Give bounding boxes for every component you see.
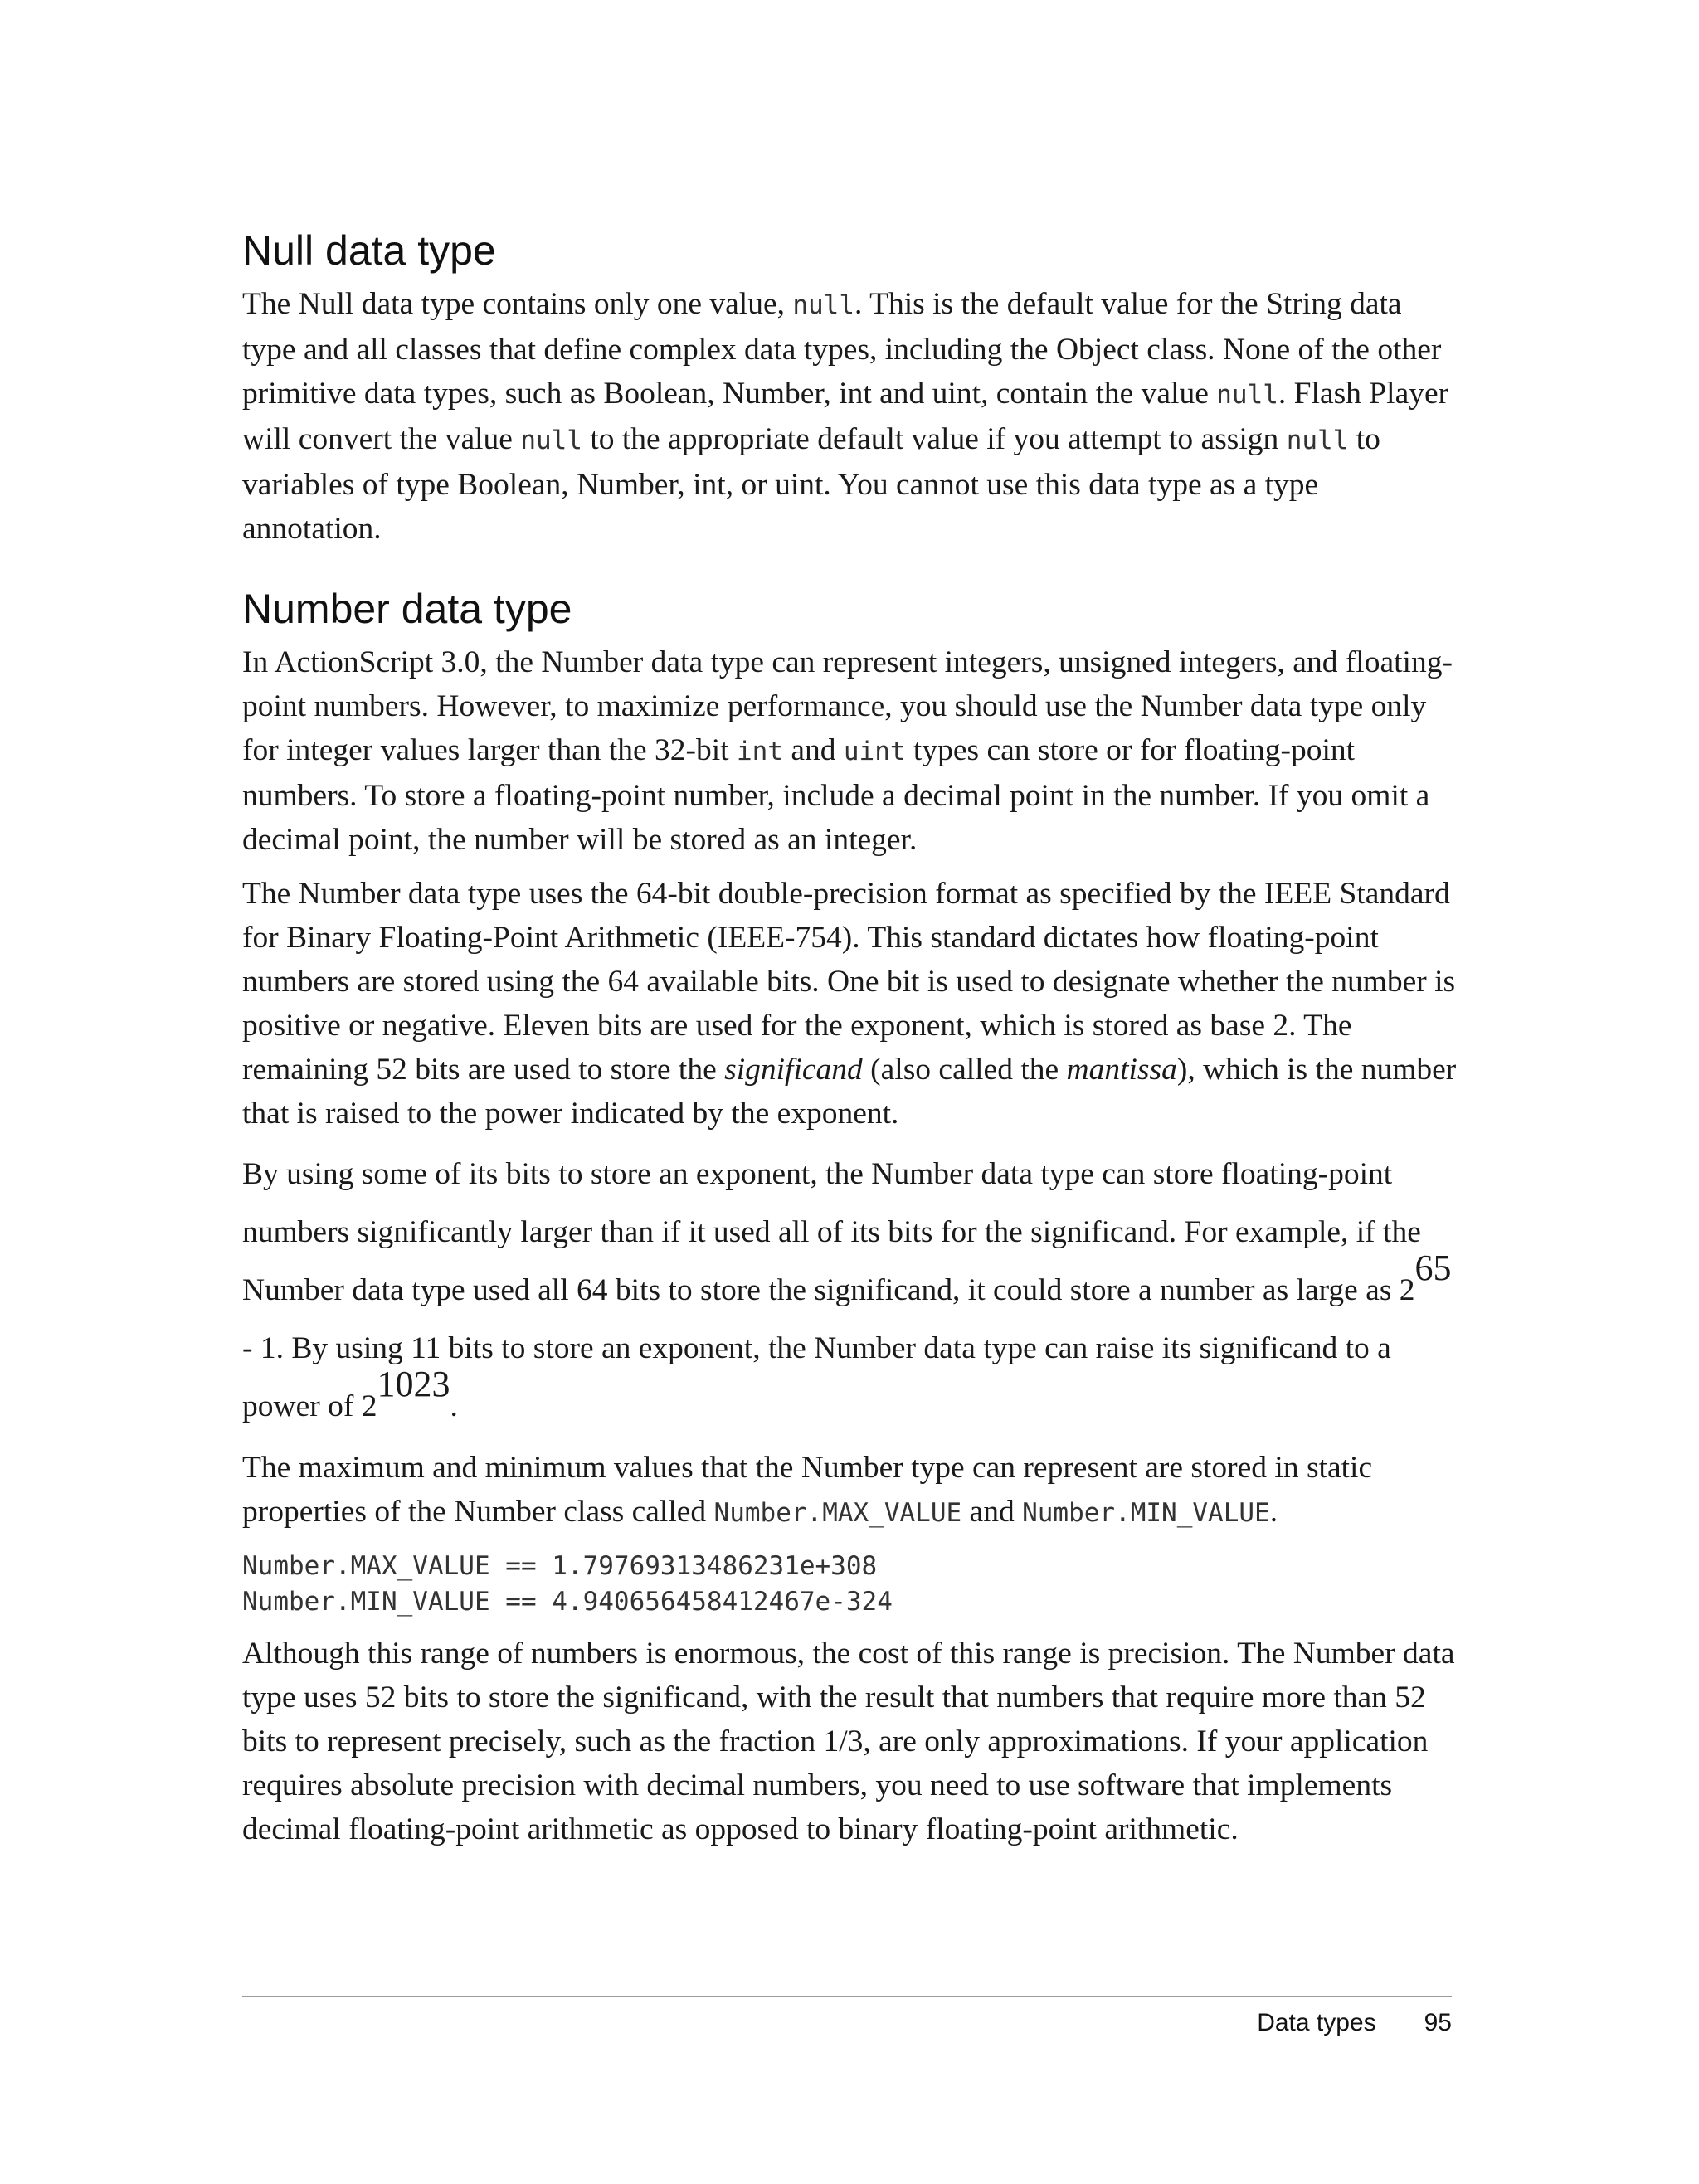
- text: (also called the: [862, 1053, 1067, 1087]
- page-content: [242, 224, 1462, 1861]
- text: In ActionScript 3.0, the Number data type can represent integers, unsigned integers, and floating-point numbers. However, to maximize performance, you should use the Number data type only for integer values larger than the 32-bit: [242, 645, 1453, 767]
- power-base: 2: [1399, 1273, 1415, 1307]
- page-footer: [1257, 2009, 1452, 2037]
- text: . Flash Player will convert the value: [242, 377, 1449, 456]
- number-paragraph-4: [242, 1446, 1462, 1535]
- inline-code: null: [1216, 380, 1278, 410]
- italic-term: significand: [724, 1053, 863, 1087]
- number-data-type-heading: Number data type: [242, 586, 572, 632]
- text: The Number data type uses the 64-bit double-precision format as specified by the IEEE Standard for Binary Floating-Point Arithmetic (IEEE-754). This standard dictates how floating-point numbers are stored using the 64 available bits. One bit is used to designate whether the number is positive or negative. Eleven bits are used for the exponent, which is stored as base 2. The remaining 52 bits are used to store the: [242, 877, 1456, 1087]
- text: to variables of type Boolean, Number, int, or uint. You cannot use this data type as a type annotation.: [242, 422, 1380, 546]
- text: ), which is the number that is raised to the power indicated by the exponent.: [242, 1053, 1457, 1131]
- number-paragraph-2: [242, 872, 1462, 1136]
- text: .: [450, 1389, 458, 1423]
- inline-code: null: [1286, 426, 1349, 455]
- italic-term: mantissa: [1066, 1053, 1177, 1087]
- null-paragraph: [242, 282, 1462, 551]
- text: The Null data type contains only one value,: [242, 287, 793, 321]
- text: and: [961, 1495, 1023, 1529]
- text: types can store or for floating-point numbers. To store a floating-point number, include a decimal point in the number. If you omit a decimal point, the number will be stored as an integer.: [242, 733, 1430, 857]
- exponent: 1023: [377, 1363, 450, 1404]
- inline-code: Number.MIN_VALUE: [1022, 1498, 1270, 1528]
- code-line: Number.MIN_VALUE == 4.940656458412467e-324: [242, 1587, 893, 1617]
- power-base: 2: [361, 1389, 377, 1423]
- text: and: [782, 733, 844, 767]
- text: - 1. By using 11 bits to store an exponent, the Number data type can raise its significand to a power of: [242, 1331, 1391, 1423]
- number-paragraph-5: Although this range of numbers is enormous, the cost of this range is precision. The Number data type uses 52 bits to store the significand, with the result that numbers that require more than 52 bits to represent precisely, such as the fraction 1/3, are only approximations. If your application requires absolute precision with decimal numbers, you need to use software that implements decimal floating-point arithmetic as opposed to binary floating-point arithmetic.: [242, 1637, 1455, 1846]
- text: . This is the default value for the String data type and all classes that define complex data types, including the Object class. None of the other primitive data types, such as Boolean, Number, int and uint, contain the value: [242, 287, 1442, 411]
- code-line: Number.MAX_VALUE == 1.79769313486231e+308: [242, 1551, 878, 1581]
- text: to the appropriate default value if you attempt to assign: [582, 422, 1287, 456]
- number-paragraph-1: [242, 640, 1462, 862]
- text: By using some of its bits to store an exponent, the Number data type can store floating-point numbers significantly larger than if it used all of its bits for the significand. For example, if the Number data type used all 64 bits to store the significand, it could store a number as large as: [242, 1157, 1421, 1307]
- text: The maximum and minimum values that the Number type can represent are stored in static properties of the Number class called: [242, 1451, 1373, 1529]
- exponent: 65: [1414, 1247, 1452, 1288]
- code-block: [242, 1549, 1462, 1620]
- inline-code: null: [520, 426, 582, 455]
- footer-divider: [242, 1996, 1452, 1997]
- footer-section-title: Data types: [1257, 2009, 1376, 2036]
- number-paragraph-3: [242, 1146, 1462, 1436]
- text: .: [1269, 1495, 1278, 1529]
- null-data-type-heading: Null data type: [242, 227, 496, 274]
- inline-code: null: [792, 290, 855, 320]
- inline-code: uint: [843, 737, 906, 766]
- page-number: 95: [1424, 2009, 1452, 2036]
- inline-code: int: [736, 737, 783, 766]
- inline-code: Number.MAX_VALUE: [713, 1498, 962, 1528]
